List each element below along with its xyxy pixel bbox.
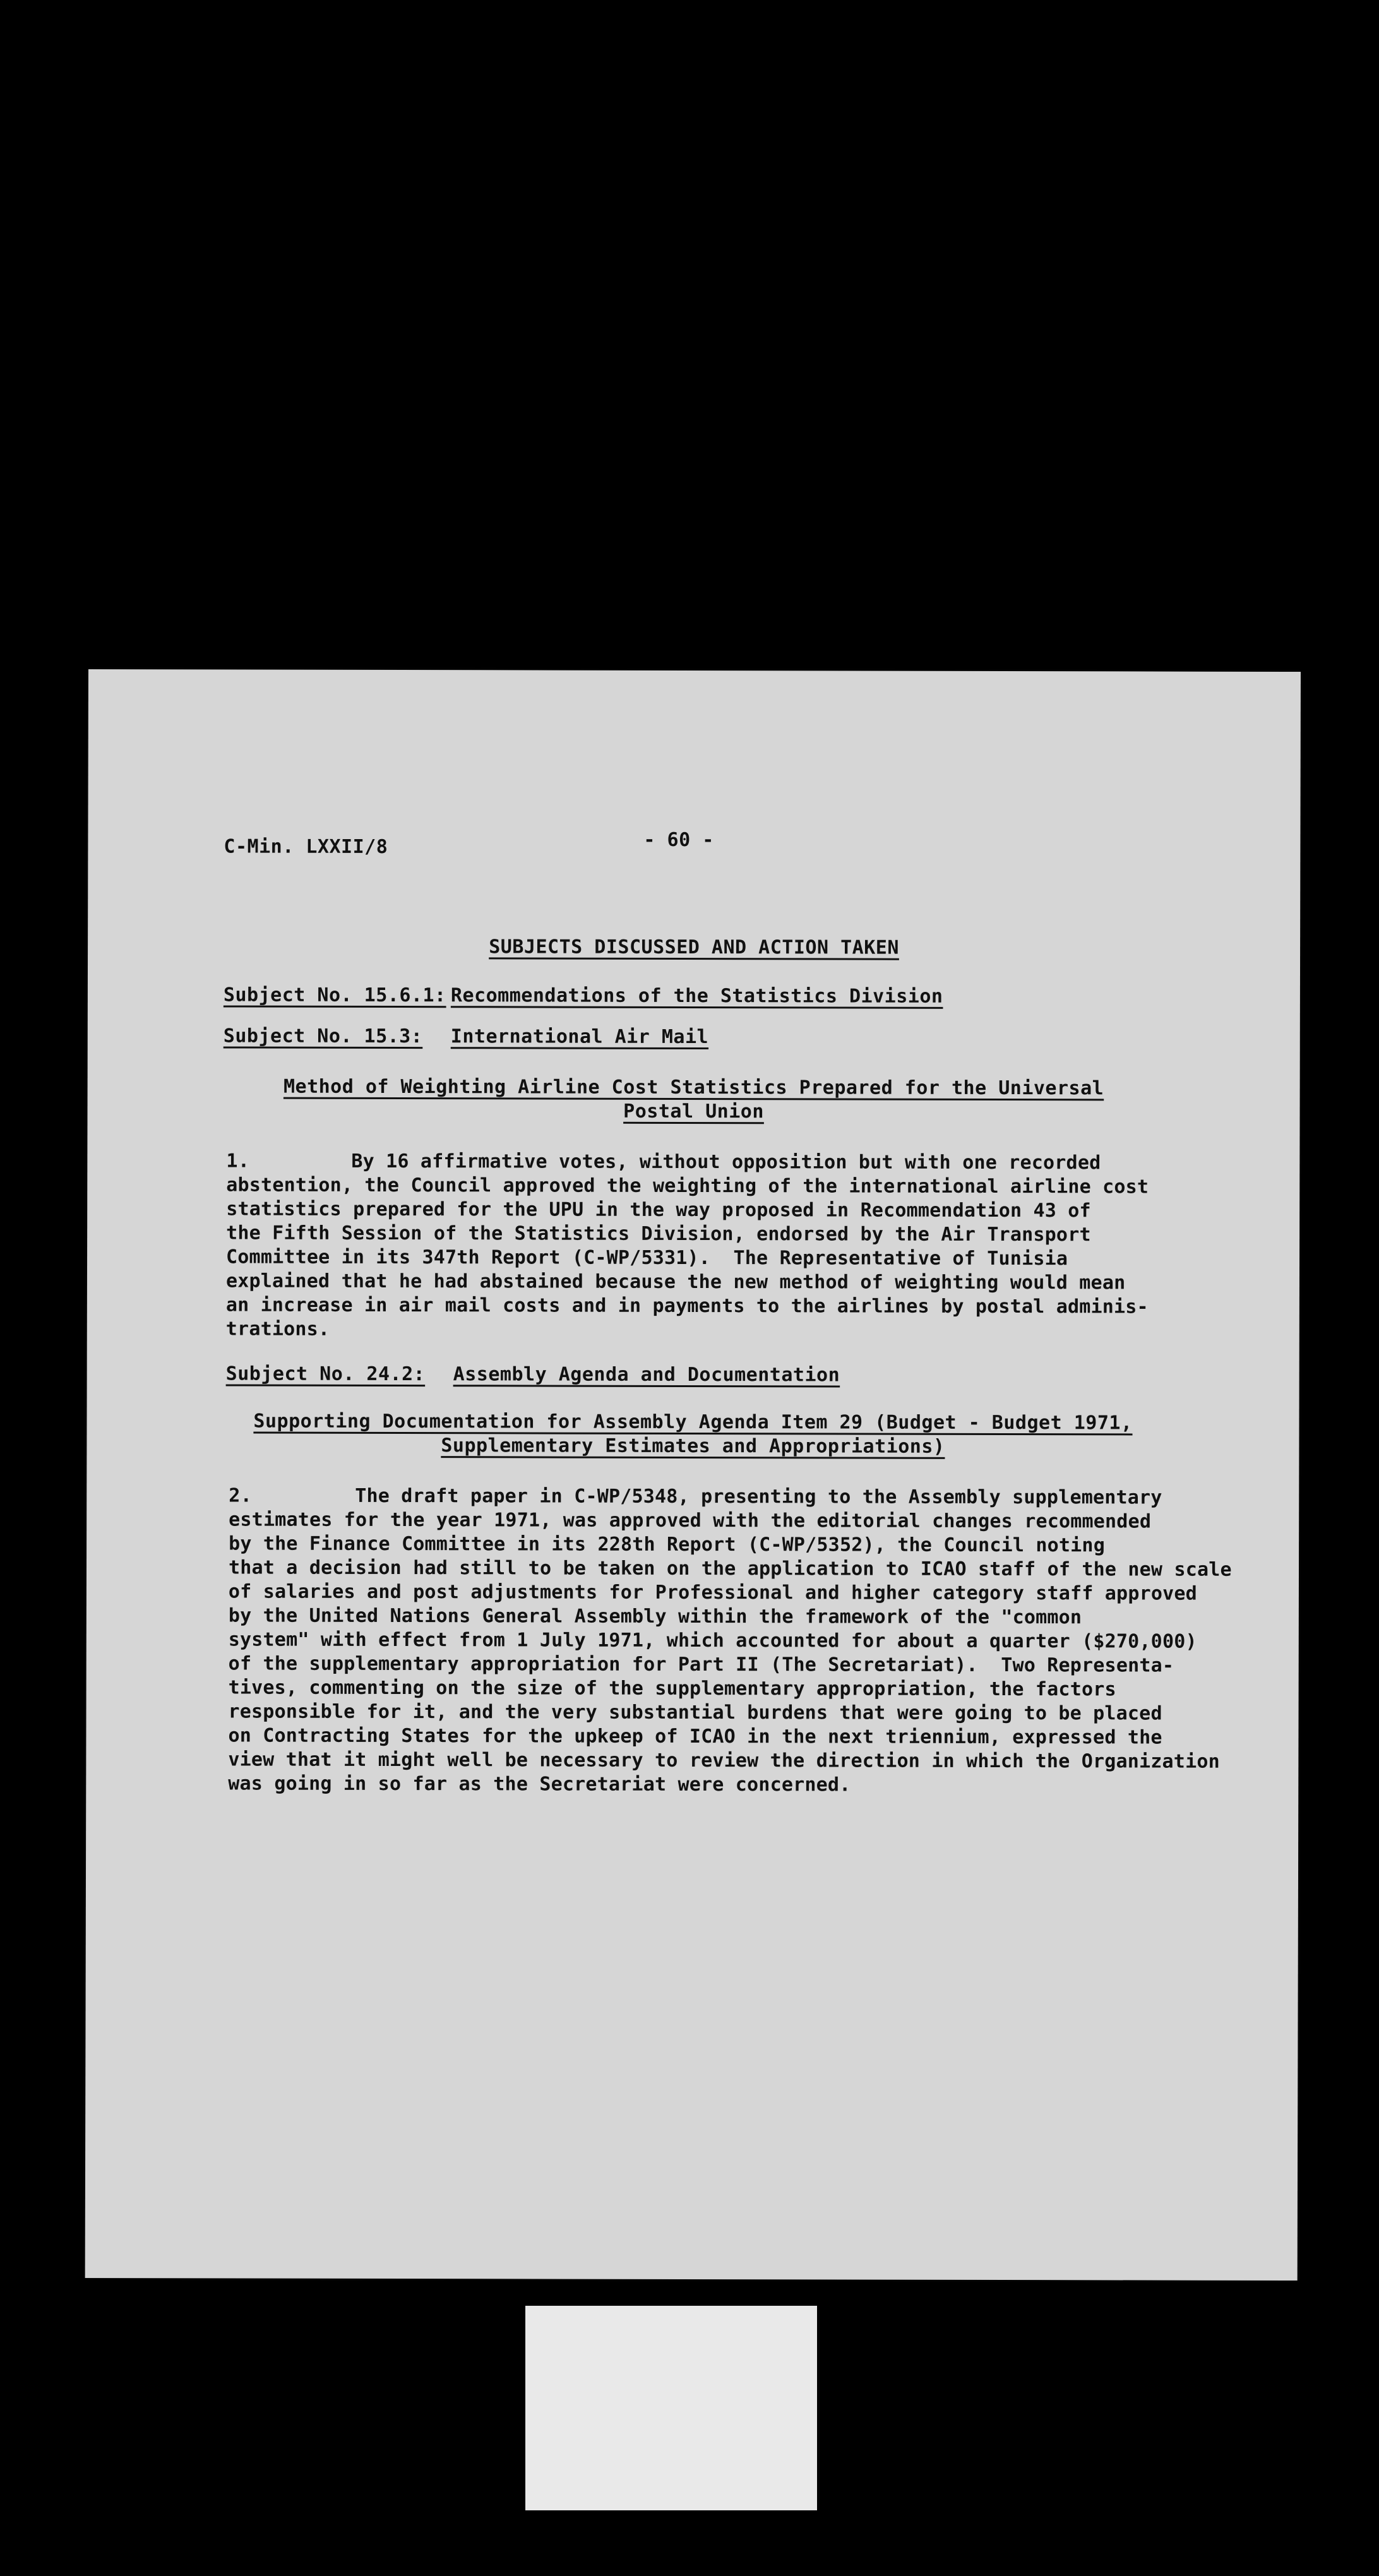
- subject-title: Recommendations of the Statistics Division: [450, 984, 943, 1008]
- subject-line: [224, 983, 943, 1008]
- paragraph-line: statistics prepared for the UPU in the way proposed in Recommendation 43 of: [226, 1198, 1091, 1222]
- document-page: [85, 669, 1301, 2281]
- heading-line: Postal Union: [623, 1100, 764, 1123]
- document-reference: C-Min. LXXII/8: [224, 835, 388, 858]
- paragraph-line: of the supplementary appropriation for Part II (The Secretariat). Two Representa-: [228, 1652, 1174, 1677]
- paragraph-number: 1.: [226, 1150, 250, 1172]
- section-title: SUBJECTS DISCUSSED AND ACTION TAKEN: [489, 936, 899, 959]
- subject-number: Subject No. 15.3:: [223, 1025, 423, 1048]
- paragraph-line: by the United Nations General Assembly within the framework of the "common: [228, 1604, 1082, 1629]
- heading-line: Supplementary Estimates and Appropriations): [441, 1434, 945, 1458]
- paragraph-line: abstention, the Council approved the weighting of the international airline cost: [226, 1174, 1149, 1198]
- paragraph-line: that a decision had still to be taken on the application to ICAO staff of the new scale: [228, 1556, 1232, 1581]
- paragraph-line: the Fifth Session of the Statistics Division, endorsed by the Air Transport: [226, 1222, 1091, 1246]
- heading-line: Method of Weighting Airline Cost Statistics Prepared for the Universal: [283, 1075, 1104, 1100]
- paragraph-line: responsible for it, and the very substantial burdens that were going to be placed: [228, 1700, 1162, 1725]
- paragraph-line: was going in so far as the Secretariat were concerned.: [228, 1772, 851, 1796]
- subject-number: Subject No. 24.2:: [225, 1363, 426, 1386]
- paragraph-line: estimates for the year 1971, was approved with the editorial changes recommended: [229, 1508, 1152, 1533]
- paragraph-line: Committee in its 347th Report (C-WP/5331). The Representative of Tunisia: [226, 1246, 1068, 1270]
- subject-line: [224, 1024, 708, 1049]
- paragraph-line: The draft paper in C-WP/5348, presenting to the Assembly supplementary: [355, 1484, 1162, 1509]
- paragraph-line: system" with effect from 1 July 1971, which accounted for about a quarter ($270,000): [228, 1628, 1197, 1653]
- paragraph-line: view that it might well be necessary to review the direction in which the Organization: [228, 1748, 1220, 1773]
- paragraph-number: 2.: [229, 1484, 253, 1507]
- subject-line: [226, 1362, 840, 1387]
- page-number: - 60 -: [643, 828, 714, 852]
- paragraph-line: of salaries and post adjustments for Professional and higher category staff approved: [228, 1580, 1197, 1605]
- paragraph-line: by the Finance Committee in its 228th Report (C-WP/5352), the Council noting: [229, 1532, 1106, 1557]
- heading-line: Supporting Documentation for Assembly Agenda Item 29 (Budget - Budget 1971,: [253, 1410, 1133, 1434]
- subject-title: Assembly Agenda and Documentation: [453, 1363, 840, 1386]
- paragraph-line: on Contracting States for the upkeep of ICAO in the next triennium, expressed the: [228, 1724, 1162, 1749]
- blank-paper-slip: [525, 2306, 817, 2510]
- subject-number: Subject No. 15.6.1:: [223, 984, 446, 1007]
- paragraph-line: explained that he had abstained because the new method of weighting would mean: [225, 1270, 1126, 1294]
- paragraph-line: trations.: [225, 1318, 330, 1340]
- paragraph-line: By 16 affirmative votes, without opposition but with one recorded: [351, 1150, 1101, 1174]
- subject-title: International Air Mail: [450, 1025, 709, 1049]
- paragraph-line: an increase in air mail costs and in payments to the airlines by postal adminis-: [225, 1294, 1149, 1318]
- paragraph-line: tives, commenting on the size of the supplementary appropriation, the factors: [228, 1676, 1116, 1701]
